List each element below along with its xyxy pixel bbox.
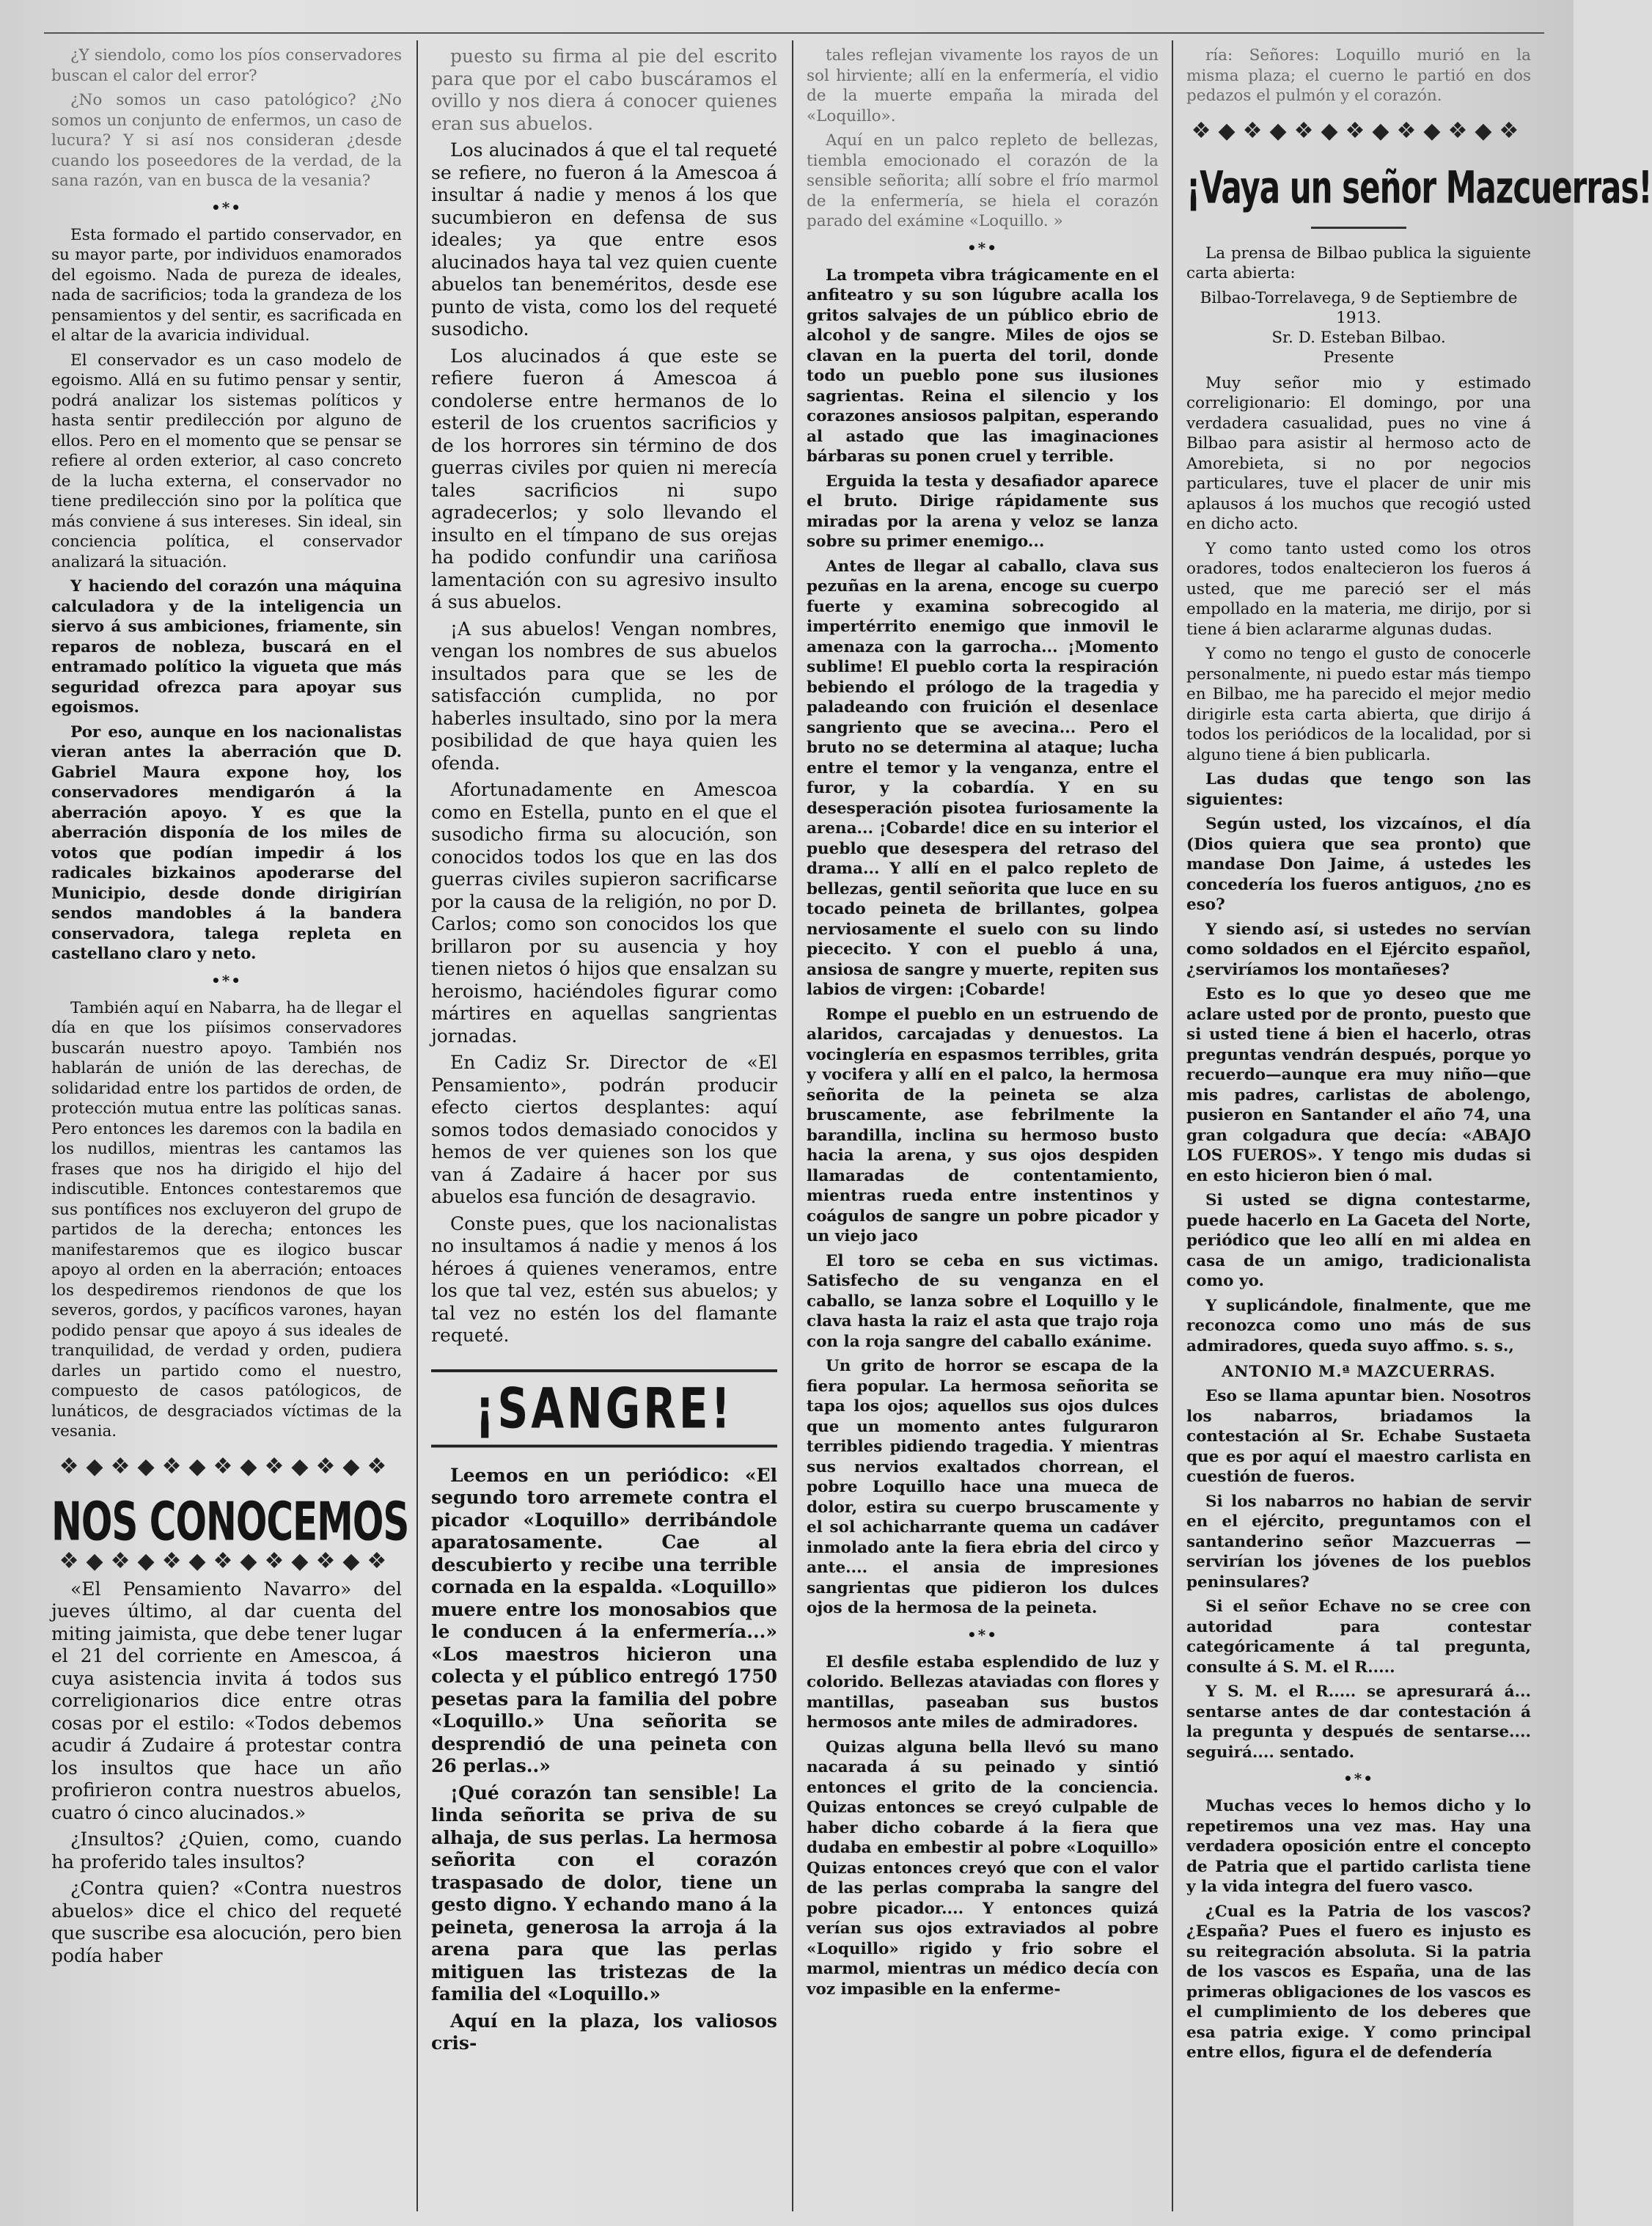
paragraph: Según usted, los vizcaínos, el día (Dios quiera que sea pronto) que mandase Don Jaime, á ustedes les concedería los fueros antiguos, ¿no es eso? bbox=[1186, 815, 1531, 914]
paragraph: Los alucinados á que el tal requeté se refiere, no fueron á la Amescoa á insultar á nadie y menos á los que sucumbieron en defensa de sus ideales; ya que entre esos alucinados haya tal vez quien cuente abuelos tan beneméritos, desde ese punto de vista, como los del requeté susodicho. bbox=[431, 139, 777, 340]
paragraph: ¿Insultos? ¿Quien, como, cuando ha proferido tales insultos? bbox=[51, 1828, 402, 1872]
paragraph: Leemos en un periódico: «El segundo toro arremete contra el picador «Loquillo» derribándole aparatosamente. Cae al descubierto y recibe una terrible cornada en la espalda. «Loquillo» muere entre los monosabios que le conducen á la enfermería...» «Los maestros hicieron una colecta y el público entregó 1750 pesetas para la familia del pobre «Loquillo.» Una señorita se desprendió de una peineta con 26 perlas..» bbox=[431, 1464, 777, 1776]
paragraph: Y haciendo del corazón una máquina calculadora y de la inteligencia un siervo á sus ambiciones, friamente, sin reparos de nobleza, buscará en el entramado político la vigueta que más seguridad ofrezca para apoyar sus egoismos. bbox=[51, 577, 402, 717]
paragraph: Esto es lo que yo deseo que me aclare usted por de pronto, puesto que si usted tiene á bien el hacerlo, otras preguntas vendrán después, porque yo recuerdo—aunque era muy niño—que mis padres, carlistas de abolengo, pusieron en Santander el año 74, una gran colgadura que decía: «ABAJO LOS FUEROS». Y tengo mis dudas si en esto hicieron bien ó mal. bbox=[1186, 985, 1531, 1185]
paragraph: Por eso, aunque en los nacionalistas vieran antes la aberración que D. Gabriel Maura expone hoy, los conservadores mendigarón á la aberración apoyo. Y es que la aberración disponía de los miles de votos que podían impedir á los radicales bizkainos apoderarse del Municipio, desde donde dirigirían sendos mandobles á la bandera conservadora, talega repleta en castellano claro y neto. bbox=[51, 722, 402, 963]
paragraph: ¿Contra quien? «Contra nuestros abuelos» dice el chico del requeté que suscribe esa alocución, pero bien podía haber bbox=[51, 1878, 402, 1966]
ornament-divider: ❖◆❖◆❖◆❖◆❖◆❖◆❖ bbox=[59, 1548, 394, 1574]
paragraph: El desfile estaba esplendido de luz y colorido. Bellezas ataviadas con flores y mantillas, paseaban sus bustos hermosos ante miles de admiradores. bbox=[807, 1652, 1159, 1732]
presente: Presente bbox=[1323, 348, 1395, 367]
asterism: •*• bbox=[1343, 1770, 1375, 1787]
paragraph: Antes de llegar al caballo, clava sus pezuñas en la arena, encoge su cuerpo fuerte y examina sobrecogido al impertérrito enemigo que inmovil le amenaza con la garrocha... ¡Momento sublime! El pueblo corta la respiración bebiendo el prólogo de la tragedia y paladeando con fruición el desenlace sangriento que se avecina... Pero el bruto no se determina al ataque; lucha entre el temor y la venganza, entre el furor, y la cobardía. Y en su desesperación pisotea furiosamente la arena... ¡Cobarde! dice en su interior el pueblo que desespera del retraso del drama... Y allí en el palco repleto de bellezas, gentil señorita que luce en su tocado peineta de brillantes, golpea nerviosamente el suelo con su lindo piececito. Y con el pueblo á una, ansiosa de sangre y muerte, repiten sus labios de virgen: ¡Cobarde! bbox=[807, 557, 1159, 999]
headline-sangre: ¡SANGRE! bbox=[431, 1369, 777, 1448]
column-2 bbox=[431, 45, 777, 2219]
paragraph: Las dudas que tengo son las siguientes: bbox=[1186, 770, 1531, 809]
headline-nos-conocemos: NOS CONOCEMOS bbox=[51, 1490, 409, 1553]
paragraph: La prensa de Bilbao publica la siguiente carta abierta: bbox=[1186, 244, 1531, 282]
paragraph: En Cadiz Sr. Director de «El Pensamiento», podrán producir efecto ciertos desplantes: aquí somos todos demasiado conocidos y hemos de ver quienes son los que van á Zadaire á hacer por sus abuelos esa función de desagravio. bbox=[431, 1052, 777, 1207]
paragraph: Aquí en la plaza, los valiosos cris- bbox=[431, 2010, 777, 2054]
letter-heading bbox=[1186, 288, 1531, 367]
paragraph: Y como tanto usted como los otros oradores, todos enaltecieron los fueros á usted, que me pareció ser el más empollado en la materia, me dirijo, por si tiene á bien aclararme algunas dudas. bbox=[1186, 539, 1531, 639]
paragraph: ¿No somos un caso patológico? ¿No somos un conjunto de enfermos, un caso de lucura? Y si así nos consideran ¿desde cuando los poseedores de la verdad, de la sana razón, van en busca de la vesania? bbox=[51, 91, 402, 190]
paragraph: Quizas alguna bella llevó su mano nacarada á su peinado y sintió entonces el grito de la conciencia. Quizas entonces se creyó culpable de haber dicho cobarde á la fiera que dudaba en embestir al pobre «Loquillo» Quizas entonces creyó que con el valor de las perlas compraba la sangre del pobre picador.... Y entonces quizá verían sus ojos extraviados al pobre «Loquillo» rigido y frio sobre el marmol, mientras un médico decía con voz impasible en la enferme- bbox=[807, 1738, 1159, 1999]
faded-paragraphs bbox=[1186, 45, 1531, 106]
faded-paragraphs bbox=[51, 45, 402, 191]
column-3 bbox=[807, 45, 1159, 2219]
paragraph: Un grito de horror se escapa de la fiera popular. La hermosa señorita se tapa los ojos; aquellos sus ojos dulces que un momento antes fulguraron terribles pidiendo tragedia. Y mientras sus nervios exaltados chorrean, el pobre Loquillo hace una mueca de dolor, estira su cuerpo bruscamente y el sol achicharrante quema un cadáver inmolado ante la fiera ebria del circo y ante.... el ansia de impresiones sangrientas que pidieron los dulces ojos de la hermosa de la peineta. bbox=[807, 1357, 1159, 1617]
asterism: •*• bbox=[210, 198, 243, 216]
paragraph: Rompe el pueblo en un estruendo de alaridos, carcajadas y denuestos. La vocinglería en espasmos terribles, grita y vocifera y allí en el palco, la hermosa señorita de la peineta se alza bruscamente, ase febrilmente la barandilla, inclina su hermoso busto hacia la arena, y sus ojos despiden llamaradas de contentamiento, mientras rueda entre instentinos y coágulos de sangre un pobre picador y un viejo jaco bbox=[807, 1005, 1159, 1245]
paragraph: Esta formado el partido conservador, en su mayor parte, por individuos enamorados del egoismo. Nada de pureza de ideales, nada de sacrificios; toda la grandeza de los pensamientos y del sentir, es sacrificada en el altar de la avaricia individual. bbox=[51, 225, 402, 345]
paragraph: puesto su firma al pie del escrito para que por el cabo buscáramos el ovillo y nos diera á conocer quienes eran sus abuelos. bbox=[431, 45, 777, 134]
column-1 bbox=[51, 45, 409, 2219]
paragraph: ¿Cual es la Patria de los vascos? ¿España? Pues el fuero es injusto es su reitegración absoluta. Si la patria de los vascos es España, una de las primeras obligaciones de los vascos es el cumplimiento de los deberes que esa patria exige. Y como principal entre ellos, figura el de defendería bbox=[1186, 1902, 1531, 2062]
place-date: Bilbao-Torrelavega, 9 de Septiembre de 1913. bbox=[1200, 288, 1518, 327]
paragraph: ¡Qué corazón tan sensible! La linda señorita se priva de su alhaja, de sus perlas. La hermosa señorita con el corazón traspasado de dolor, tiene un gesto digno. Y echando mano á la peineta, generosa la arroja á la arena para que las perlas mitiguen las tristezas de la familia del «Loquillo.» bbox=[431, 1782, 777, 2005]
paragraph: Aquí en un palco repleto de bellezas, tiembla emocionado el corazón de la sensible señorita; allí sobre el frío marmol de la enfermería, se hiela el corazón parado del exámine «Loquillo. » bbox=[807, 131, 1159, 230]
paragraph: Afortunadamente en Amescoa como en Estella, punto en el que el susodicho firma su alocución, son conocidos todos los que en las dos guerras civiles supieron sacrificarse por la causa de la religión, no por D. Carlos; como son conocidos los que brillaron por su ausencia y hoy tienen nietos ó hijos que ensalzan su heroismo, haciéndoles figurar como mártires en aquellas sangrientas jornadas. bbox=[431, 779, 777, 1047]
headline-vaya-un-senor-mazcuerras: ¡Vaya un señor Mazcuerras! bbox=[1186, 161, 1652, 213]
asterism: •*• bbox=[966, 1625, 999, 1644]
column-rule bbox=[1172, 40, 1173, 2211]
top-rule bbox=[44, 32, 1544, 34]
paragraph: Muy señor mio y estimado correligionario: El domingo, por una verdadera casualidad, pues no vine á Bilbao para asistir al hermoso acto de Amorebieta, si no por negocios particulares, tuve el placer de unir mis aplausos á los muchos que recogió usted en dicho acto. bbox=[1186, 373, 1531, 533]
paragraph: Si el señor Echave no se cree con autoridad para contestar categóricamente á tal pregunta, consulte á S. M. el R..... bbox=[1186, 1597, 1531, 1677]
paragraph: Si usted se digna contestarme, puede hacerlo en La Gaceta del Norte, periódico que leo allí en mi aldea en casa de un amigo, tradicionalista como yo. bbox=[1186, 1191, 1531, 1290]
asterism: •*• bbox=[210, 971, 243, 989]
paragraph: Eso se llama apuntar bien. Nosotros los nabarros, briadamos la contestación al Sr. Echabe Sustaeta que es por aquí el maestro carlista en cuestión de fueros. bbox=[1186, 1387, 1531, 1486]
paragraph: ¡A sus abuelos! Vengan nombres, vengan los nombres de sus abuelos insultados para que se les de satisfacción cumplida, no por haberles insultado, sino por la mera posibilidad de que haya quien les ofenda. bbox=[431, 618, 777, 774]
paragraph: El toro se ceba en sus victimas. Satisfecho de su venganza en el caballo, se lanza sobre el Loquillo y le clava hasta la raiz el asta que trajo roja con la roja sangre del caballo exánime. bbox=[807, 1251, 1159, 1351]
column-rule bbox=[792, 40, 793, 2211]
column-rule bbox=[416, 40, 418, 2211]
short-rule bbox=[1311, 227, 1406, 229]
paragraph: «El Pensamiento Navarro» del jueves último, al dar cuenta del miting jaimista, que debe tener lugar el 21 del corriente en Amescoa, á cuya asistencia invita á todos sus correligionarios dice entre otras cosas por el estilo: «Todos debemos acudir á Zudaire á protestar contra los insultos que hace un año profirieron contra nuestros abuelos, cuatro ó cinco alucinados.» bbox=[51, 1578, 402, 1823]
ornament-divider: ❖◆❖◆❖◆❖◆❖◆❖◆❖ bbox=[1191, 117, 1527, 144]
paragraph: Y como no tengo el gusto de conocerle personalmente, ni puedo estar más tiempo en Bilbao, me ha parecido el mejor medio dirigirle esta carta abierta, que dirijo á todos los periódicos de la localidad, por si alguno tiene á bien publicarla. bbox=[1186, 645, 1531, 764]
column-4 bbox=[1186, 45, 1652, 2219]
addressee: Sr. D. Esteban Bilbao. bbox=[1271, 328, 1446, 347]
paragraph: Erguida la testa y desafiador aparece el bruto. Dirige rápidamente sus miradas por la arena y veloz se lanza sobre su primer enemigo... bbox=[807, 472, 1159, 551]
ornament-divider: ❖◆❖◆❖◆❖◆❖◆❖◆❖ bbox=[59, 1453, 394, 1479]
paragraph: Los alucinados á que este se refiere fueron á Amescoa á condolerse entre hermanos de lo esteril de los cruentos sacrificios y de los horrores sin término de dos guerras civiles por quien ni merecía tales sacrificios ni supo agradecerlos; y solo llevando el insulto en el tímpano de sus orejas ha podido confundir una cariñosa lamentación con su agresivo insulto á sus abuelos. bbox=[431, 345, 777, 612]
paragraph: Y suplicándole, finalmente, que me reconozca como uno más de sus admiradores, queda suyo affmo. s. s., bbox=[1186, 1296, 1531, 1355]
paragraph: ría: Señores: Loquillo murió en la misma plaza; el cuerno le partió en dos pedazos el pulmón y el corazón. bbox=[1186, 46, 1531, 105]
faded-paragraphs bbox=[807, 45, 1159, 232]
signature: ANTONIO M.ª MAZCUERRAS. bbox=[1222, 1362, 1496, 1380]
paragraph: tales reflejan vivamente los rayos de un sol hirviente; allí en la enfermería, el vidio de la muerte empaña la mirada del «Loquillo». bbox=[807, 46, 1159, 125]
paragraph: Y siendo así, si ustedes no servían como soldados en el Ejército español, ¿serviríamos los montañeses? bbox=[1186, 920, 1531, 979]
paragraph: Y S. M. el R..... se apresurará á... sentarse antes de dar contestación á la pregunta y después de sentarse.... seguirá.... sentado. bbox=[1186, 1683, 1531, 1762]
faded-paragraphs bbox=[431, 45, 777, 135]
paragraph: Conste pues, que los nacionalistas no insultamos á nadie y menos á los héroes á quienes veneramos, entre los que tal vez, estén sus abuelos; y tal vez no estén los del flamante requeté. bbox=[431, 1212, 777, 1346]
paragraph: También aquí en Nabarra, ha de llegar el día en que los piísimos conservadores buscarán nuestro apoyo. También nos hablarán de unión de las derechas, de solidaridad entre los partidos de orden, de protección mutua entre las políticas sanas. Pero entonces les daremos con la badila en los nudillos, mientras les cantamos las frases que nos ha dirigido el hijo del indiscutible. Entonces contestaremos que sus pontífices nos excluyeron del grupo de partidos de la derecha; entonces les manifestaremos que es ilogico buscar apoyo al orden en la aberración; entoaces los despediremos riendonos de que los severos, gordos, y pacíficos varones, hayan podido pensar que apoyo á sus ideales de tranquilidad, de verdad y orden, pudiera darles un partido como el nuestro, compuesto de casos patólogicos, de lunáticos, de desgraciados víctimas de la vesania. bbox=[51, 998, 402, 1440]
asterism: •*• bbox=[966, 238, 999, 257]
paragraph: ¿Y siendolo, como los píos conservadores buscan el calor del error? bbox=[51, 46, 402, 85]
paragraph: Si los nabarros no habian de servir en el ejército, preguntamos con el santanderino señor Mazcuerras —servirían los jóvenes de los pueblos peninsulares? bbox=[1186, 1492, 1531, 1592]
paragraph: Muchas veces lo hemos dicho y lo repetiremos una vez mas. Hay una verdadera oposición entre el concepto de Patria que el partido carlista tiene y la vida integra del fuero vasco. bbox=[1186, 1797, 1531, 1896]
paragraph: La trompeta vibra trágicamente en el anfiteatro y su son lúgubre acalla los gritos salvajes de un público ebrio de alcohol y de sangre. Miles de ojos se clavan en la puerta del toril, donde todo un pueblo pone sus ilusiones sagrientas. Reina el silencio y los corazones ansiosos palpitan, esperando al astado que las imaginaciones bárbaras su ponen cruel y terrible. bbox=[807, 266, 1159, 466]
paragraph: El conservador es un caso modelo de egoismo. Allá en su futimo pensar y sentir, podrá analizar los sistemas políticos y hasta sentir predilección por alguno de ellos. Pero en el momento que se pensar se refiere al orden exterior, al caso concreto de la lucha externa, el conservador no tiene predilección sino por la política que más conviene á sus intereses. Sin ideal, sin conciencia política, el conservador analizará la situación. bbox=[51, 351, 402, 571]
